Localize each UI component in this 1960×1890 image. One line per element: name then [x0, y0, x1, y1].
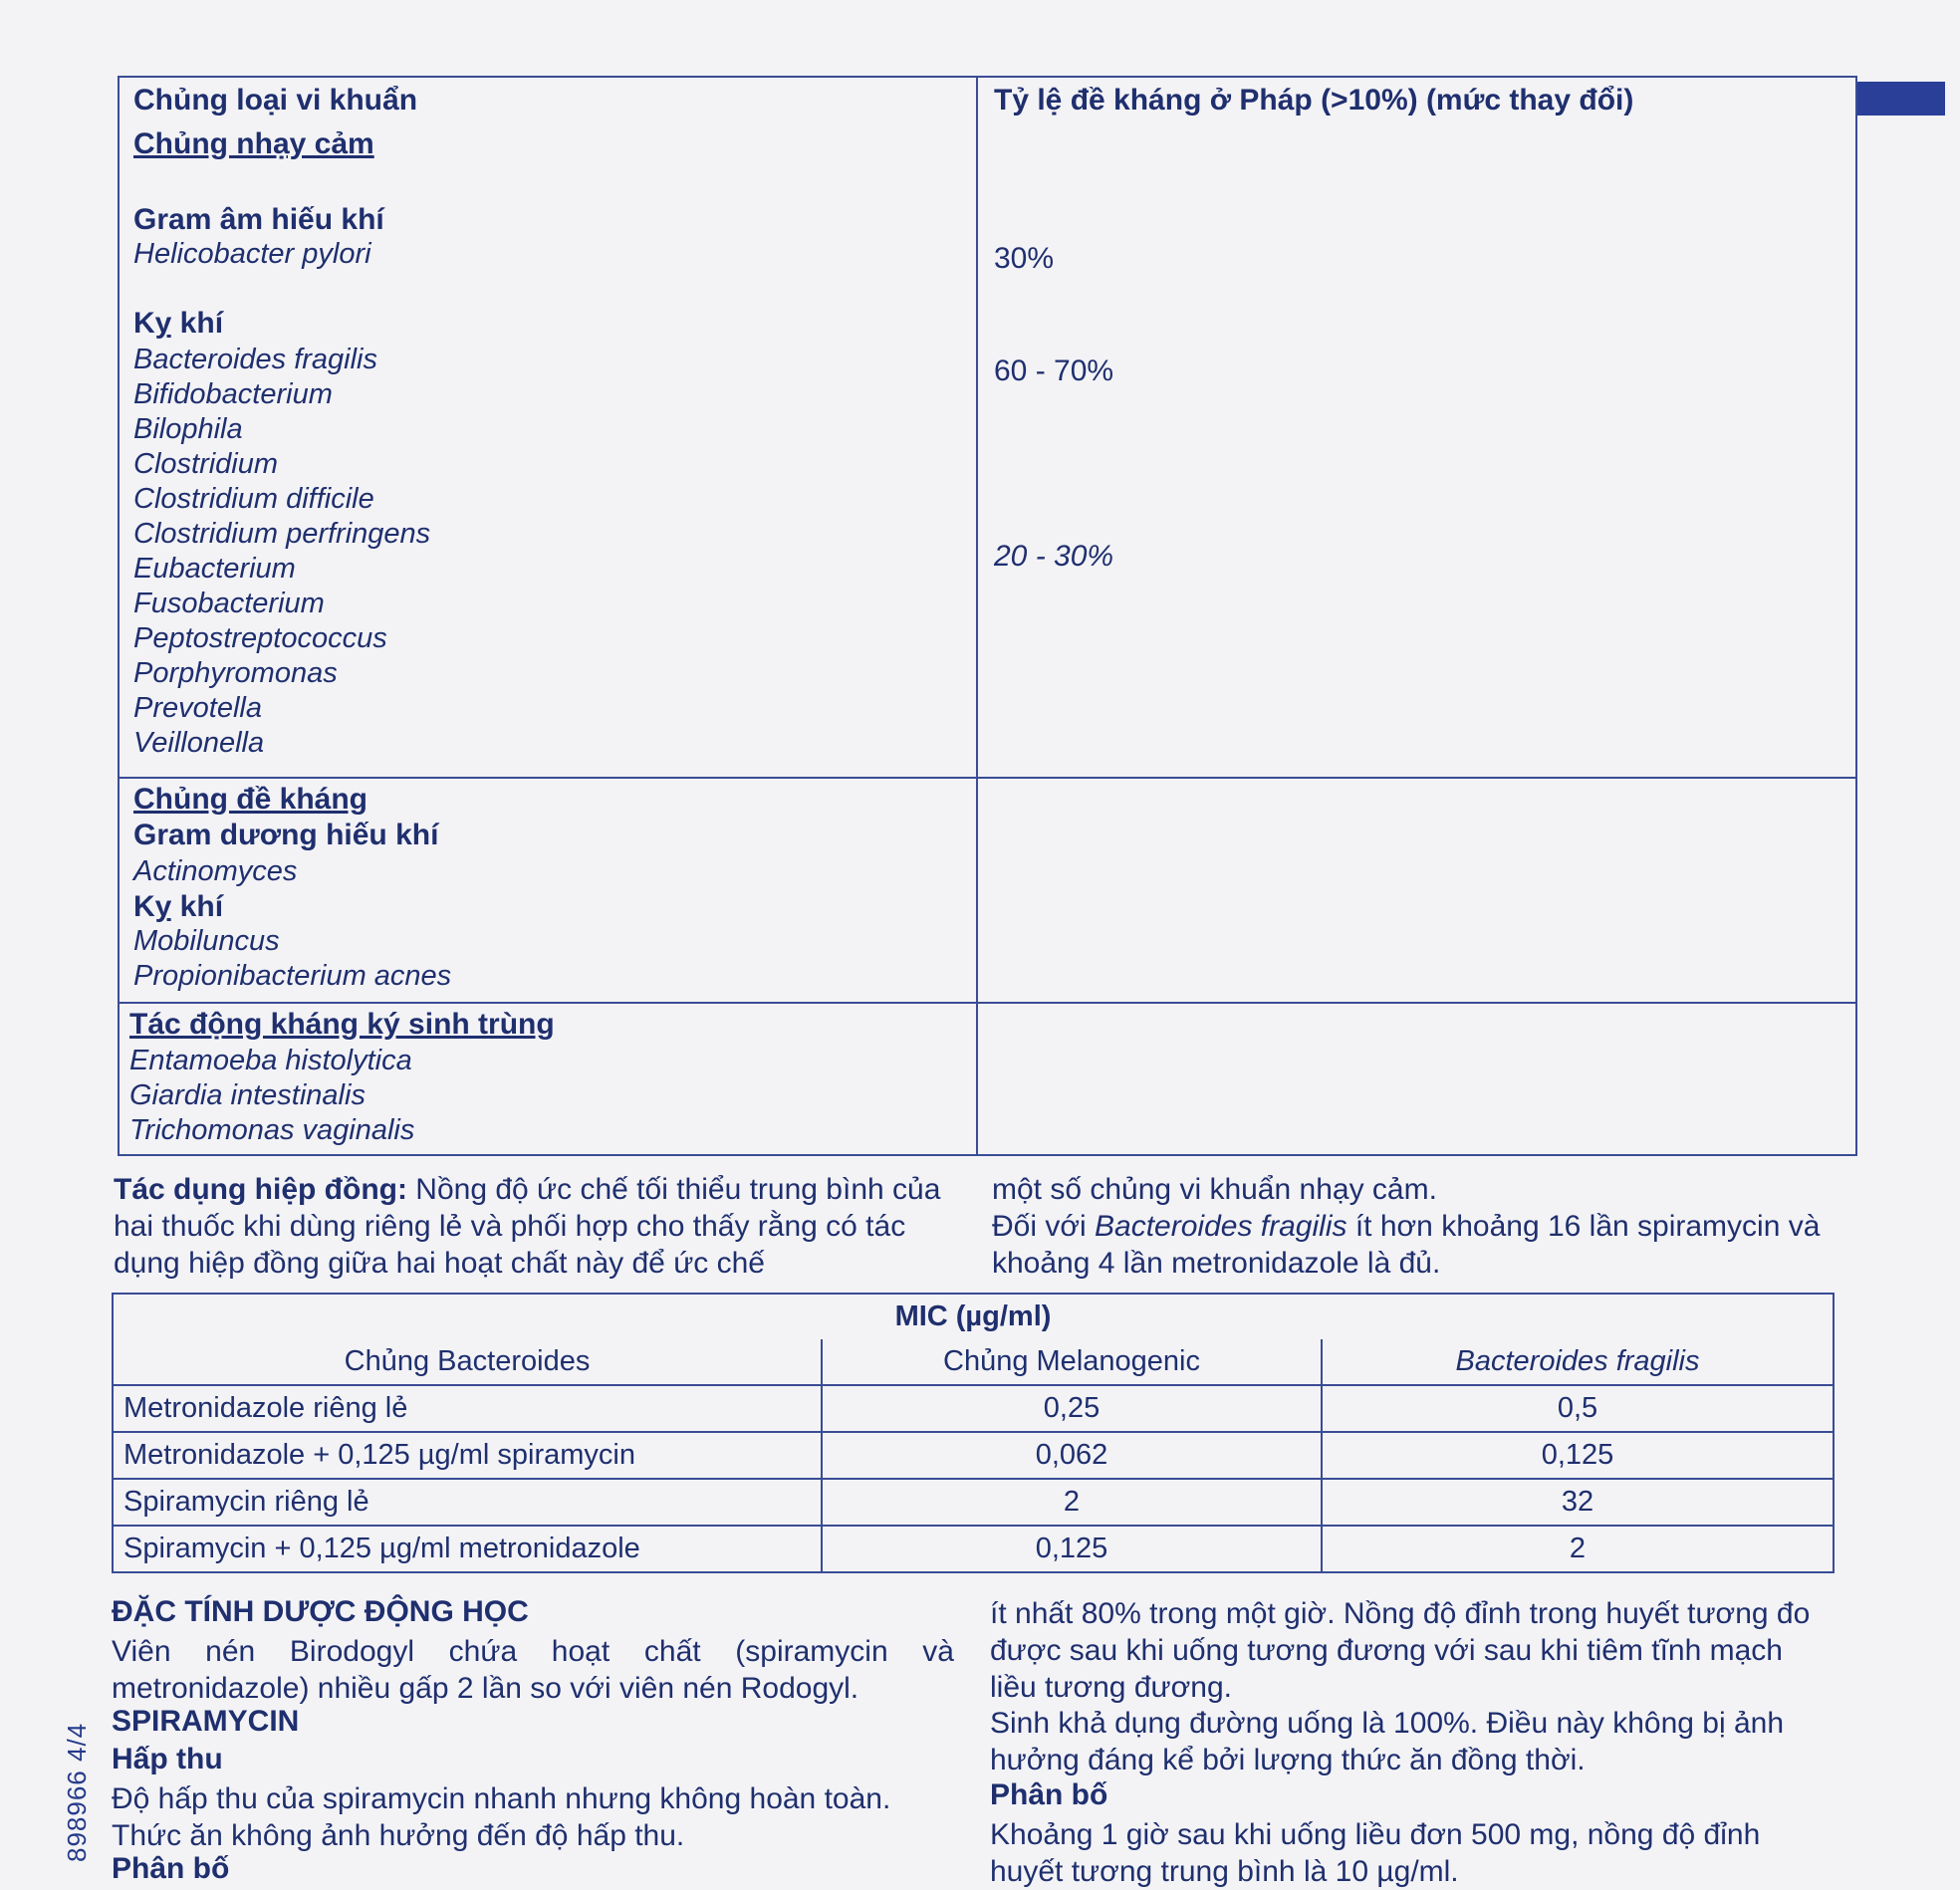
mic-fragilis-value: 2 — [1322, 1526, 1834, 1572]
organism: Trichomonas vaginalis — [129, 1114, 415, 1146]
organism: Entamoeba histolytica — [129, 1045, 412, 1076]
sensitive-title: Chủng nhạy cảm — [133, 127, 374, 160]
organism: Peptostreptococcus — [133, 622, 387, 654]
organism: Fusobacterium — [133, 588, 325, 619]
gram-neg-aerobic: Gram âm hiếu khí — [133, 203, 384, 236]
mic-melanogenic-value: 2 — [822, 1479, 1322, 1526]
anaerobic2-title: Kỵ khí — [133, 890, 224, 923]
synergy-right-text-1: một số chủng vi khuẩn nhạy cảm. — [992, 1173, 1437, 1206]
synergy-right-text-2a: Đối với — [992, 1210, 1096, 1243]
mic-title-row — [113, 1294, 1834, 1339]
synergy-left — [114, 1171, 960, 1282]
distribution-title-left: Phân bố — [112, 1852, 230, 1885]
distribution-title: Phân bố — [990, 1778, 1108, 1811]
synergy-right-species: Bacteroides fragilis — [1095, 1210, 1348, 1243]
resistant-title: Chủng đề kháng — [133, 783, 368, 816]
mic-header-bacteroides: Chủng Bacteroides — [113, 1339, 822, 1385]
organism: Actinomyces — [133, 855, 298, 887]
organism: Clostridium perfringens — [133, 518, 431, 550]
table-row — [113, 1432, 1834, 1479]
mic-row-name: Metronidazole + 0,125 µg/ml spiramycin — [113, 1432, 822, 1479]
mic-header-melanogenic: Chủng Melanogenic — [822, 1339, 1322, 1385]
gram-neg-list — [133, 237, 371, 272]
mic-header-row — [113, 1339, 1834, 1385]
mic-title: MIC (µg/ml) — [113, 1294, 1834, 1339]
organism: Prevotella — [133, 692, 262, 724]
mic-header-fragilis: Bacteroides fragilis — [1322, 1339, 1834, 1385]
gram-neg-rate: 30% — [994, 242, 1055, 275]
gram-pos-list — [133, 854, 297, 889]
header-resistance: Tỷ lệ đề kháng ở Pháp (>10%) (mức thay đổi) — [994, 84, 1634, 117]
anaerobic2-list — [133, 924, 451, 994]
mic-fragilis-value: 32 — [1322, 1479, 1834, 1526]
header-species: Chủng loại vi khuẩn — [133, 84, 418, 117]
anaerobic-list — [133, 343, 430, 761]
anaerobic-rate-1: 60 - 70% — [994, 354, 1114, 387]
organism: Propionibacterium acnes — [133, 960, 452, 992]
distribution-text: Khoảng 1 giờ sau khi uống liều đơn 500 mg, nồng độ đỉnh huyết tương trung bình là 10 µg/ml. — [990, 1818, 1761, 1888]
mic-row-name: Spiramycin + 0,125 µg/ml metronidazole — [113, 1526, 822, 1572]
mic-melanogenic-value: 0,25 — [822, 1385, 1322, 1432]
side-code: 898966 4/4 — [62, 1722, 92, 1862]
organism: Porphyromonas — [133, 657, 338, 689]
pk-title: ĐẶC TÍNH DƯỢC ĐỘNG HỌC — [112, 1595, 529, 1628]
organism: Bilophila — [133, 413, 243, 445]
absorption-title: Hấp thu — [112, 1743, 223, 1775]
table-row — [113, 1385, 1834, 1432]
mic-row-name: Spiramycin riêng lẻ — [113, 1479, 822, 1526]
organism: Bifidobacterium — [133, 378, 333, 410]
organism: Bacteroides fragilis — [133, 344, 377, 375]
mic-row-name: Metronidazole riêng lẻ — [113, 1385, 822, 1432]
mic-melanogenic-value: 0,062 — [822, 1432, 1322, 1479]
page-marker-bar — [1855, 82, 1945, 116]
absorption-text: Độ hấp thu của spiramycin nhanh nhưng không hoàn toàn. Thức ăn không ảnh hưởng đến độ hấp thu. — [112, 1782, 891, 1852]
mic-fragilis-value: 0,5 — [1322, 1385, 1834, 1432]
synergy-left-text: Nồng độ ức chế tối thiểu trung bình của hai thuốc khi dùng riêng lẻ và phối hợp cho thấy rằng có tác dụng hiệp đồng giữa hai hoạt chất này để ức chế — [114, 1173, 941, 1280]
pk-right-text-2: Sinh khả dụng đường uống là 100%. Điều này không bị ảnh hưởng đáng kể bởi lượng thức ăn đồng thời. — [990, 1707, 1785, 1776]
pk-intro: Viên nén Birodogyl chứa hoạt chất (spiramycin và metronidazole) nhiều gấp 2 lần so với viên nén Rodogyl. — [112, 1635, 954, 1705]
row-divider — [120, 777, 1855, 779]
row-divider — [120, 1002, 1855, 1004]
mic-fragilis-value: 0,125 — [1322, 1432, 1834, 1479]
organism: Giardia intestinalis — [129, 1079, 366, 1111]
parasite-list — [129, 1044, 414, 1148]
organism: Eubacterium — [133, 553, 296, 585]
anaerobic-title: Kỵ khí — [133, 307, 224, 340]
spectrum-table — [118, 76, 1857, 1156]
synergy-label: Tác dụng hiệp đồng: — [114, 1173, 407, 1206]
mic-melanogenic-value: 0,125 — [822, 1526, 1322, 1572]
table-row — [113, 1479, 1834, 1526]
organism: Mobiluncus — [133, 925, 280, 957]
organism: Helicobacter pylori — [133, 238, 371, 270]
synergy-right — [992, 1171, 1838, 1282]
parasite-title: Tác động kháng ký sinh trùng — [129, 1008, 555, 1041]
table-row — [113, 1526, 1834, 1572]
gram-pos-aerobic: Gram dương hiếu khí — [133, 819, 439, 851]
spiramycin-title: SPIRAMYCIN — [112, 1705, 300, 1738]
anaerobic-rate-2: 20 - 30% — [994, 540, 1114, 573]
pk-right-text-1: ít nhất 80% trong một giờ. Nồng độ đỉnh trong huyết tương đo được sau khi uống tương đương với sau khi tiêm tĩnh mạch liều tương đương. — [990, 1597, 1811, 1704]
column-divider — [976, 78, 978, 1154]
organism: Veillonella — [133, 727, 265, 759]
organism: Clostridium — [133, 448, 279, 480]
organism: Clostridium difficile — [133, 483, 374, 515]
mic-table — [112, 1293, 1835, 1573]
synergy-right-text-2c: ít hơn khoảng 16 lần spiramycin và khoảng 4 lần metronidazole là đủ. — [992, 1210, 1821, 1280]
